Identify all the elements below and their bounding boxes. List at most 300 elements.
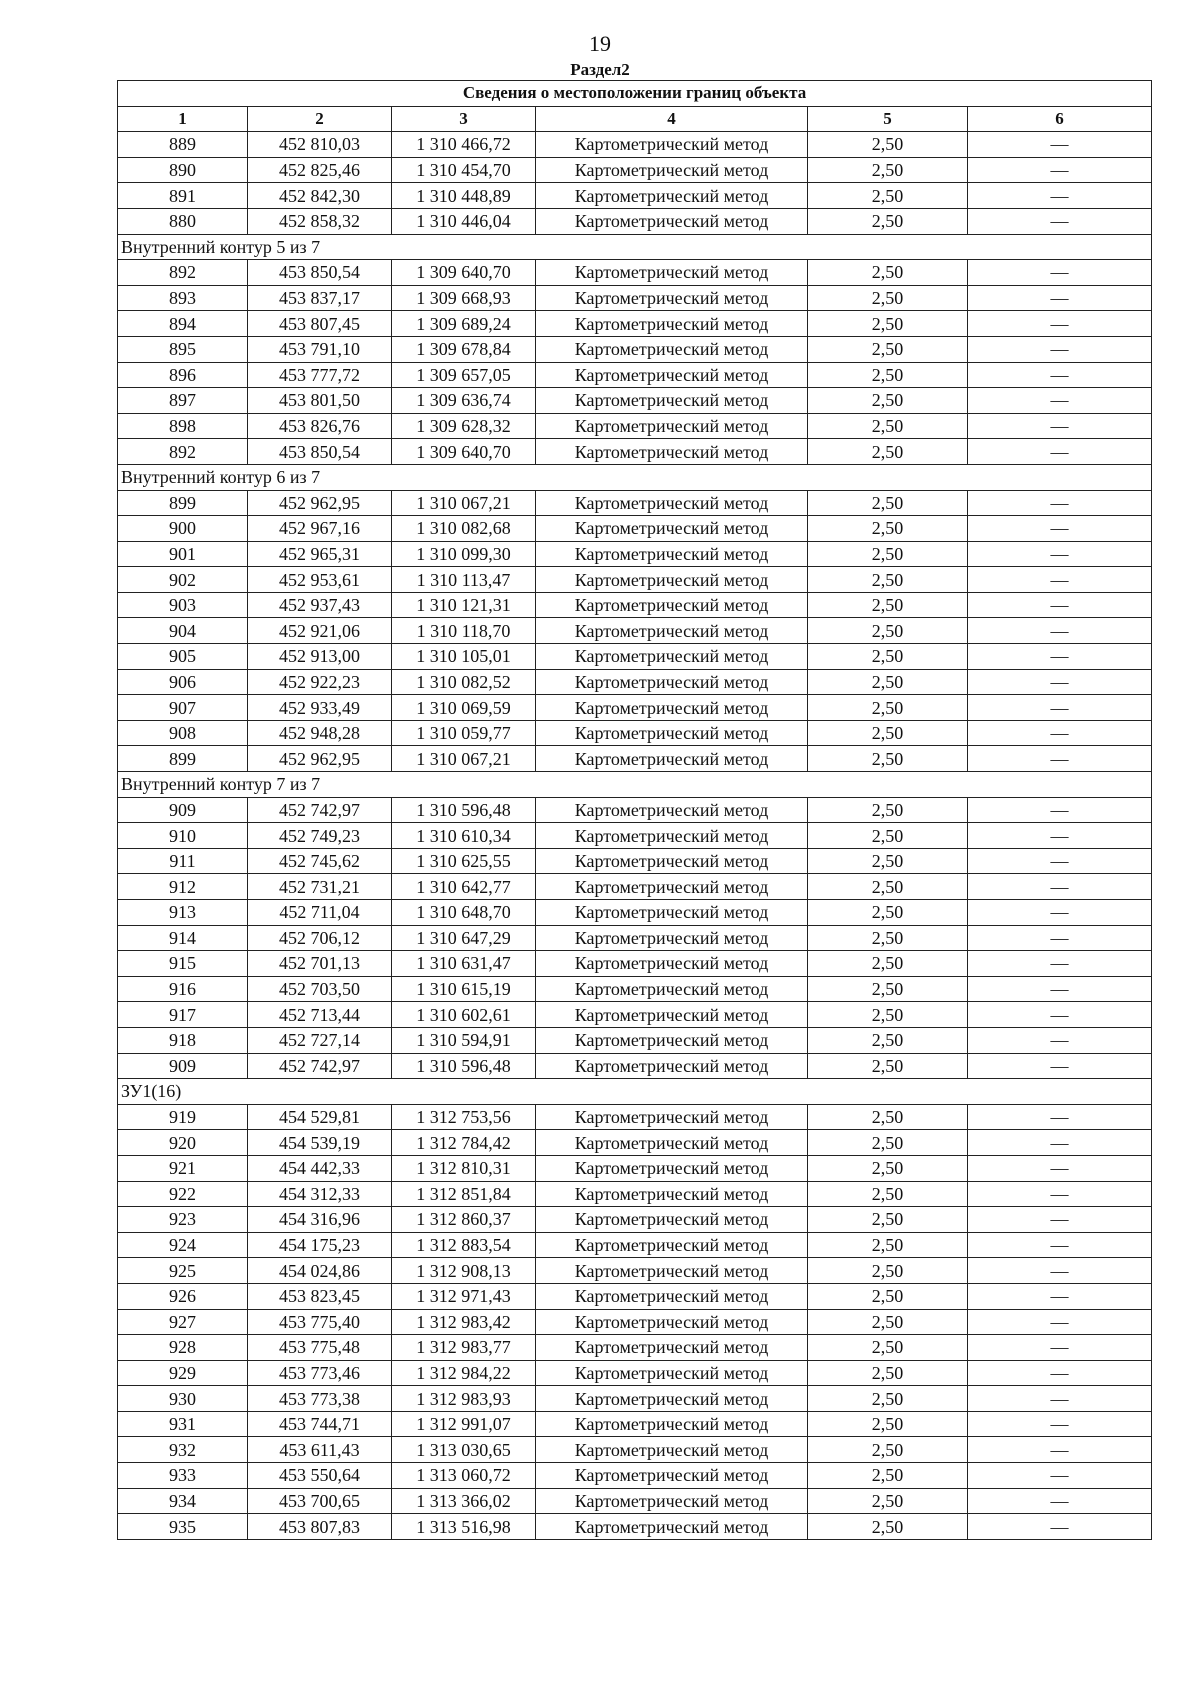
coordinate-y: 1 310 121,31	[392, 592, 536, 618]
point-number: 930	[118, 1386, 248, 1412]
point-number: 892	[118, 439, 248, 465]
point-number: 898	[118, 413, 248, 439]
point-number: 924	[118, 1232, 248, 1258]
table-row	[118, 823, 1152, 849]
point-number: 927	[118, 1309, 248, 1335]
accuracy-value: 2,50	[808, 1155, 968, 1181]
note-value: —	[968, 1283, 1152, 1309]
point-number: 893	[118, 285, 248, 311]
note-value: —	[968, 1335, 1152, 1361]
point-number: 915	[118, 951, 248, 977]
note-value: —	[968, 285, 1152, 311]
accuracy-value: 2,50	[808, 1130, 968, 1156]
coordinate-x: 453 775,48	[248, 1335, 392, 1361]
coordinate-y: 1 309 640,70	[392, 439, 536, 465]
note-value: —	[968, 1411, 1152, 1437]
note-value: —	[968, 541, 1152, 567]
accuracy-value: 2,50	[808, 541, 968, 567]
coordinate-y: 1 310 082,52	[392, 669, 536, 695]
determination-method: Картометрический метод	[536, 746, 808, 772]
coordinate-x: 452 742,97	[248, 1053, 392, 1079]
note-value: —	[968, 157, 1152, 183]
coordinate-y: 1 312 991,07	[392, 1411, 536, 1437]
determination-method: Картометрический метод	[536, 1155, 808, 1181]
point-number: 931	[118, 1411, 248, 1437]
determination-method: Картометрический метод	[536, 285, 808, 311]
determination-method: Картометрический метод	[536, 1514, 808, 1540]
table-row	[118, 490, 1152, 516]
note-value: —	[968, 746, 1152, 772]
note-value: —	[968, 1514, 1152, 1540]
coordinate-x: 453 823,45	[248, 1283, 392, 1309]
point-number: 901	[118, 541, 248, 567]
note-value: —	[968, 413, 1152, 439]
contour-header-row	[118, 234, 1152, 260]
column-header: 1	[118, 106, 248, 132]
point-number: 912	[118, 874, 248, 900]
determination-method: Картометрический метод	[536, 823, 808, 849]
coordinate-x: 453 807,45	[248, 311, 392, 337]
accuracy-value: 2,50	[808, 951, 968, 977]
coordinate-x: 452 948,28	[248, 720, 392, 746]
table-row	[118, 1360, 1152, 1386]
point-number: 928	[118, 1335, 248, 1361]
table-row	[118, 285, 1152, 311]
point-number: 917	[118, 1002, 248, 1028]
coordinate-y: 1 310 099,30	[392, 541, 536, 567]
point-number: 906	[118, 669, 248, 695]
table-row	[118, 669, 1152, 695]
accuracy-value: 2,50	[808, 208, 968, 234]
coordinate-x: 454 312,33	[248, 1181, 392, 1207]
table-row	[118, 900, 1152, 926]
accuracy-value: 2,50	[808, 925, 968, 951]
coordinate-y: 1 312 851,84	[392, 1181, 536, 1207]
determination-method: Картометрический метод	[536, 951, 808, 977]
point-number: 911	[118, 848, 248, 874]
table-row	[118, 1232, 1152, 1258]
determination-method: Картометрический метод	[536, 1002, 808, 1028]
coordinate-x: 453 550,64	[248, 1463, 392, 1489]
contour-label: ЗУ1(16)	[118, 1079, 1152, 1105]
determination-method: Картометрический метод	[536, 516, 808, 542]
accuracy-value: 2,50	[808, 567, 968, 593]
note-value: —	[968, 848, 1152, 874]
table-row	[118, 976, 1152, 1002]
coordinate-y: 1 310 625,55	[392, 848, 536, 874]
accuracy-value: 2,50	[808, 1411, 968, 1437]
point-number: 889	[118, 132, 248, 158]
column-header: 4	[536, 106, 808, 132]
accuracy-value: 2,50	[808, 132, 968, 158]
accuracy-value: 2,50	[808, 1309, 968, 1335]
note-value: —	[968, 567, 1152, 593]
table-row	[118, 1488, 1152, 1514]
table-row	[118, 1411, 1152, 1437]
determination-method: Картометрический метод	[536, 1360, 808, 1386]
coordinate-x: 452 825,46	[248, 157, 392, 183]
coordinate-x: 453 801,50	[248, 388, 392, 414]
accuracy-value: 2,50	[808, 157, 968, 183]
coordinate-y: 1 313 366,02	[392, 1488, 536, 1514]
note-value: —	[968, 1463, 1152, 1489]
point-number: 902	[118, 567, 248, 593]
determination-method: Картометрический метод	[536, 874, 808, 900]
column-header: 2	[248, 106, 392, 132]
table-row	[118, 1181, 1152, 1207]
table-row	[118, 618, 1152, 644]
point-number: 894	[118, 311, 248, 337]
note-value: —	[968, 1258, 1152, 1284]
point-number: 899	[118, 490, 248, 516]
table-row	[118, 1463, 1152, 1489]
accuracy-value: 2,50	[808, 592, 968, 618]
coordinate-x: 452 842,30	[248, 183, 392, 209]
table-row	[118, 157, 1152, 183]
coordinate-y: 1 313 516,98	[392, 1514, 536, 1540]
coordinate-x: 453 850,54	[248, 260, 392, 286]
coordinate-y: 1 310 067,21	[392, 490, 536, 516]
table-row	[118, 388, 1152, 414]
accuracy-value: 2,50	[808, 1386, 968, 1412]
coordinate-y: 1 312 860,37	[392, 1207, 536, 1233]
point-number: 914	[118, 925, 248, 951]
coordinate-y: 1 310 596,48	[392, 1053, 536, 1079]
determination-method: Картометрический метод	[536, 618, 808, 644]
accuracy-value: 2,50	[808, 1027, 968, 1053]
coordinate-y: 1 313 030,65	[392, 1437, 536, 1463]
coordinate-x: 452 703,50	[248, 976, 392, 1002]
table-row	[118, 311, 1152, 337]
table-row	[118, 1130, 1152, 1156]
point-number: 909	[118, 1053, 248, 1079]
table-row	[118, 746, 1152, 772]
table-row	[118, 567, 1152, 593]
point-number: 921	[118, 1155, 248, 1181]
determination-method: Картометрический метод	[536, 644, 808, 670]
note-value: —	[968, 1181, 1152, 1207]
determination-method: Картометрический метод	[536, 208, 808, 234]
determination-method: Картометрический метод	[536, 720, 808, 746]
note-value: —	[968, 490, 1152, 516]
determination-method: Картометрический метод	[536, 157, 808, 183]
table-row	[118, 413, 1152, 439]
coordinate-x: 452 701,13	[248, 951, 392, 977]
point-number: 903	[118, 592, 248, 618]
determination-method: Картометрический метод	[536, 336, 808, 362]
note-value: —	[968, 388, 1152, 414]
coordinate-y: 1 310 069,59	[392, 695, 536, 721]
coordinate-y: 1 310 602,61	[392, 1002, 536, 1028]
determination-method: Картометрический метод	[536, 1437, 808, 1463]
note-value: —	[968, 618, 1152, 644]
coordinate-y: 1 310 466,72	[392, 132, 536, 158]
table-row	[118, 925, 1152, 951]
determination-method: Картометрический метод	[536, 1181, 808, 1207]
table-row	[118, 848, 1152, 874]
coordinate-y: 1 309 678,84	[392, 336, 536, 362]
coordinate-x: 453 700,65	[248, 1488, 392, 1514]
coordinate-y: 1 312 883,54	[392, 1232, 536, 1258]
note-value: —	[968, 720, 1152, 746]
note-value: —	[968, 260, 1152, 286]
table-row	[118, 1053, 1152, 1079]
coordinate-y: 1 310 648,70	[392, 900, 536, 926]
accuracy-value: 2,50	[808, 413, 968, 439]
note-value: —	[968, 362, 1152, 388]
coordinate-x: 453 807,83	[248, 1514, 392, 1540]
contour-header-row	[118, 772, 1152, 798]
coordinate-x: 452 937,43	[248, 592, 392, 618]
table-row	[118, 132, 1152, 158]
determination-method: Картометрический метод	[536, 260, 808, 286]
contour-label: Внутренний контур 6 из 7	[118, 464, 1152, 490]
coordinate-y: 1 310 642,77	[392, 874, 536, 900]
coordinate-y: 1 312 983,93	[392, 1386, 536, 1412]
determination-method: Картометрический метод	[536, 1386, 808, 1412]
determination-method: Картометрический метод	[536, 490, 808, 516]
note-value: —	[968, 951, 1152, 977]
coordinate-x: 452 967,16	[248, 516, 392, 542]
note-value: —	[968, 1027, 1152, 1053]
column-header: 6	[968, 106, 1152, 132]
note-value: —	[968, 311, 1152, 337]
determination-method: Картометрический метод	[536, 976, 808, 1002]
note-value: —	[968, 874, 1152, 900]
accuracy-value: 2,50	[808, 1360, 968, 1386]
coordinate-y: 1 310 454,70	[392, 157, 536, 183]
table-row	[118, 1514, 1152, 1540]
contour-header-row	[118, 464, 1152, 490]
accuracy-value: 2,50	[808, 1514, 968, 1540]
coordinate-x: 453 611,43	[248, 1437, 392, 1463]
table-row	[118, 1386, 1152, 1412]
accuracy-value: 2,50	[808, 848, 968, 874]
note-value: —	[968, 1309, 1152, 1335]
accuracy-value: 2,50	[808, 336, 968, 362]
determination-method: Картометрический метод	[536, 567, 808, 593]
point-number: 922	[118, 1181, 248, 1207]
note-value: —	[968, 1488, 1152, 1514]
accuracy-value: 2,50	[808, 1207, 968, 1233]
note-value: —	[968, 183, 1152, 209]
coordinate-x: 452 810,03	[248, 132, 392, 158]
coordinate-x: 452 727,14	[248, 1027, 392, 1053]
determination-method: Картометрический метод	[536, 695, 808, 721]
note-value: —	[968, 695, 1152, 721]
accuracy-value: 2,50	[808, 285, 968, 311]
column-header-row	[118, 106, 1152, 132]
accuracy-value: 2,50	[808, 388, 968, 414]
accuracy-value: 2,50	[808, 797, 968, 823]
coordinate-y: 1 310 631,47	[392, 951, 536, 977]
coordinate-x: 453 826,76	[248, 413, 392, 439]
coordinate-y: 1 312 753,56	[392, 1104, 536, 1130]
coordinate-x: 452 922,23	[248, 669, 392, 695]
determination-method: Картометрический метод	[536, 669, 808, 695]
coordinate-y: 1 309 668,93	[392, 285, 536, 311]
point-number: 907	[118, 695, 248, 721]
column-header: 5	[808, 106, 968, 132]
point-number: 892	[118, 260, 248, 286]
accuracy-value: 2,50	[808, 669, 968, 695]
determination-method: Картометрический метод	[536, 132, 808, 158]
accuracy-value: 2,50	[808, 900, 968, 926]
note-value: —	[968, 516, 1152, 542]
point-number: 897	[118, 388, 248, 414]
coordinate-x: 452 742,97	[248, 797, 392, 823]
point-number: 913	[118, 900, 248, 926]
coordinate-y: 1 310 113,47	[392, 567, 536, 593]
coordinate-x: 452 858,32	[248, 208, 392, 234]
coordinate-y: 1 310 082,68	[392, 516, 536, 542]
note-value: —	[968, 208, 1152, 234]
coordinate-x: 452 745,62	[248, 848, 392, 874]
coordinate-y: 1 310 448,89	[392, 183, 536, 209]
coordinate-y: 1 310 059,77	[392, 720, 536, 746]
coordinate-x: 453 775,40	[248, 1309, 392, 1335]
accuracy-value: 2,50	[808, 183, 968, 209]
point-number: 890	[118, 157, 248, 183]
coordinate-y: 1 309 628,32	[392, 413, 536, 439]
note-value: —	[968, 1155, 1152, 1181]
coordinate-y: 1 310 105,01	[392, 644, 536, 670]
point-number: 916	[118, 976, 248, 1002]
coordinate-x: 452 965,31	[248, 541, 392, 567]
point-number: 934	[118, 1488, 248, 1514]
accuracy-value: 2,50	[808, 362, 968, 388]
point-number: 926	[118, 1283, 248, 1309]
coordinate-y: 1 310 610,34	[392, 823, 536, 849]
table-row	[118, 1207, 1152, 1233]
section-title: Раздел2	[570, 60, 630, 79]
note-value: —	[968, 976, 1152, 1002]
coordinate-x: 453 773,46	[248, 1360, 392, 1386]
point-number: 910	[118, 823, 248, 849]
coordinate-x: 453 791,10	[248, 336, 392, 362]
determination-method: Картометрический метод	[536, 413, 808, 439]
point-number: 935	[118, 1514, 248, 1540]
accuracy-value: 2,50	[808, 874, 968, 900]
coordinate-x: 454 316,96	[248, 1207, 392, 1233]
determination-method: Картометрический метод	[536, 439, 808, 465]
table-row	[118, 1283, 1152, 1309]
note-value: —	[968, 900, 1152, 926]
accuracy-value: 2,50	[808, 1104, 968, 1130]
note-value: —	[968, 669, 1152, 695]
table-row	[118, 720, 1152, 746]
note-value: —	[968, 644, 1152, 670]
note-value: —	[968, 336, 1152, 362]
point-number: 895	[118, 336, 248, 362]
coordinate-y: 1 309 657,05	[392, 362, 536, 388]
determination-method: Картометрический метод	[536, 1130, 808, 1156]
point-number: 899	[118, 746, 248, 772]
note-value: —	[968, 1130, 1152, 1156]
coordinate-x: 454 024,86	[248, 1258, 392, 1284]
coordinate-x: 452 921,06	[248, 618, 392, 644]
coordinate-x: 452 962,95	[248, 490, 392, 516]
note-value: —	[968, 1002, 1152, 1028]
table-row	[118, 516, 1152, 542]
table-row	[118, 208, 1152, 234]
coordinate-y: 1 313 060,72	[392, 1463, 536, 1489]
boundary-coordinates-table	[117, 80, 1152, 1540]
coordinate-x: 453 837,17	[248, 285, 392, 311]
coordinate-x: 452 706,12	[248, 925, 392, 951]
coordinate-x: 454 529,81	[248, 1104, 392, 1130]
point-number: 933	[118, 1463, 248, 1489]
column-header: 3	[392, 106, 536, 132]
point-number: 880	[118, 208, 248, 234]
contour-header-row	[118, 1079, 1152, 1105]
determination-method: Картометрический метод	[536, 925, 808, 951]
determination-method: Картометрический метод	[536, 388, 808, 414]
point-number: 918	[118, 1027, 248, 1053]
coordinate-y: 1 310 647,29	[392, 925, 536, 951]
accuracy-value: 2,50	[808, 746, 968, 772]
determination-method: Картометрический метод	[536, 900, 808, 926]
note-value: —	[968, 797, 1152, 823]
note-value: —	[968, 1360, 1152, 1386]
table-row	[118, 1335, 1152, 1361]
coordinate-y: 1 312 984,22	[392, 1360, 536, 1386]
table-row	[118, 362, 1152, 388]
page-number: 19	[589, 31, 611, 56]
coordinate-x: 452 711,04	[248, 900, 392, 926]
determination-method: Картометрический метод	[536, 1258, 808, 1284]
table-row	[118, 336, 1152, 362]
coordinate-y: 1 310 615,19	[392, 976, 536, 1002]
determination-method: Картометрический метод	[536, 1232, 808, 1258]
table-body	[118, 132, 1152, 1540]
coordinate-x: 452 749,23	[248, 823, 392, 849]
accuracy-value: 2,50	[808, 1463, 968, 1489]
table-title: Сведения о местоположении границ объекта	[118, 81, 1152, 107]
coordinate-y: 1 310 118,70	[392, 618, 536, 644]
point-number: 923	[118, 1207, 248, 1233]
coordinate-y: 1 310 446,04	[392, 208, 536, 234]
coordinate-y: 1 310 596,48	[392, 797, 536, 823]
accuracy-value: 2,50	[808, 823, 968, 849]
point-number: 891	[118, 183, 248, 209]
table-row	[118, 592, 1152, 618]
accuracy-value: 2,50	[808, 1232, 968, 1258]
accuracy-value: 2,50	[808, 439, 968, 465]
coordinate-y: 1 310 067,21	[392, 746, 536, 772]
accuracy-value: 2,50	[808, 490, 968, 516]
determination-method: Картометрический метод	[536, 1207, 808, 1233]
table-row	[118, 541, 1152, 567]
point-number: 896	[118, 362, 248, 388]
point-number: 920	[118, 1130, 248, 1156]
accuracy-value: 2,50	[808, 976, 968, 1002]
coordinate-x: 453 777,72	[248, 362, 392, 388]
determination-method: Картометрический метод	[536, 183, 808, 209]
table-row	[118, 874, 1152, 900]
table-row	[118, 1258, 1152, 1284]
note-value: —	[968, 592, 1152, 618]
accuracy-value: 2,50	[808, 1335, 968, 1361]
accuracy-value: 2,50	[808, 644, 968, 670]
point-number: 900	[118, 516, 248, 542]
accuracy-value: 2,50	[808, 1437, 968, 1463]
note-value: —	[968, 439, 1152, 465]
coordinate-x: 452 713,44	[248, 1002, 392, 1028]
table-row	[118, 1104, 1152, 1130]
accuracy-value: 2,50	[808, 720, 968, 746]
coordinate-y: 1 312 784,42	[392, 1130, 536, 1156]
